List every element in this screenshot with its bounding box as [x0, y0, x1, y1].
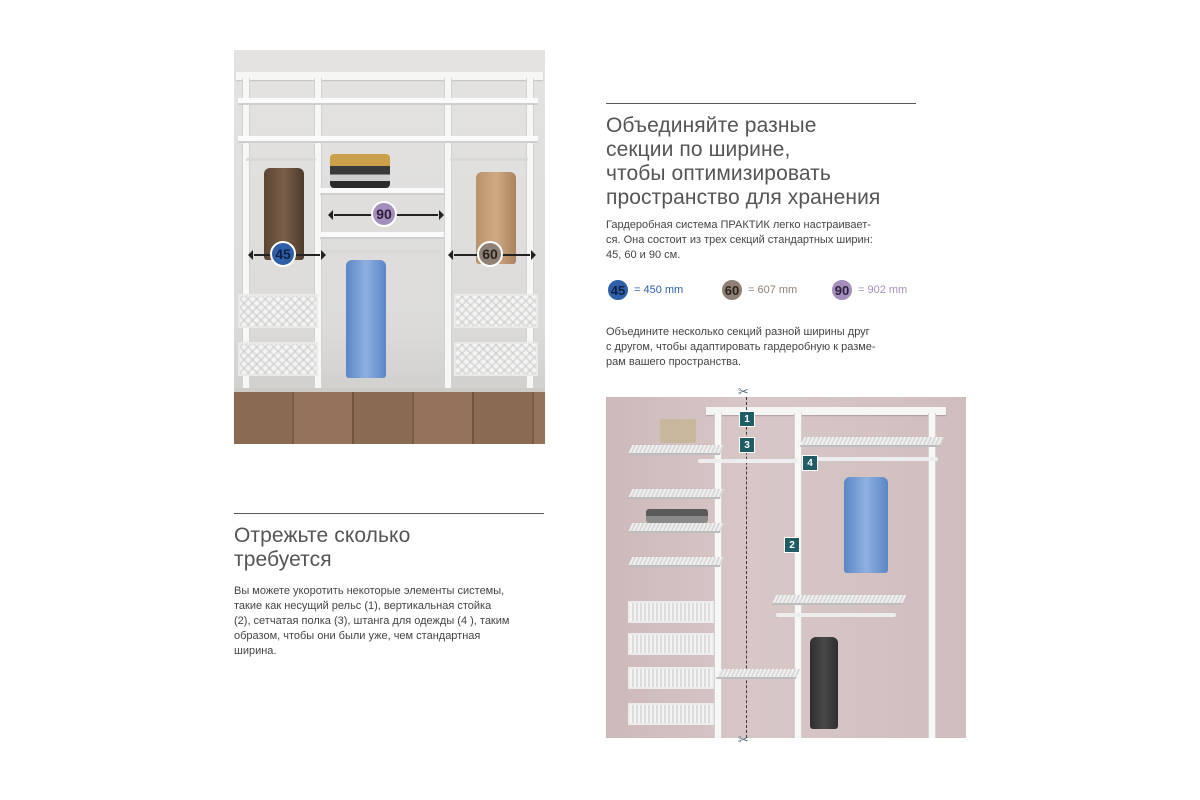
- title-line: Объединяйте разные: [606, 114, 817, 137]
- wire-basket: [628, 601, 714, 623]
- section1-body: [606, 325, 876, 370]
- section1-title: [606, 114, 880, 210]
- scissors-icon: ✂: [738, 732, 749, 747]
- section2-body: [234, 584, 509, 659]
- upper-shelf: [238, 136, 538, 143]
- vertical-post: [444, 78, 452, 392]
- legend-text-60: = 607 mm: [748, 284, 798, 296]
- section1-intro: [606, 218, 873, 263]
- clothes-rod: [698, 459, 798, 463]
- hanging-bar: [246, 158, 316, 161]
- hanging-bar: [450, 158, 528, 161]
- wardrobe-photo-sections: [234, 50, 545, 444]
- title-line: пространство для хранения: [606, 186, 881, 209]
- legend-text-90: = 902 mm: [858, 284, 908, 296]
- body-line: Объедините несколько секций разной ширины друг: [606, 326, 870, 338]
- title-line: секции по ширине,: [606, 138, 791, 161]
- wire-basket: [454, 342, 538, 376]
- legend-badge-45: 45: [606, 278, 630, 302]
- vertical-post: [928, 413, 936, 738]
- title-line: чтобы оптимизировать: [606, 162, 831, 185]
- section2-title: [234, 524, 410, 572]
- body-line: образом, чтобы они были уже, чем стандартная: [234, 630, 481, 642]
- body-line: (2), сетчатая полка (3), штанга для одежды (4 ), таким: [234, 615, 510, 627]
- section2-divider: [234, 513, 544, 514]
- marker-3: 3: [739, 437, 755, 453]
- wardrobe-photo-components: [606, 397, 966, 738]
- clothes-rod: [802, 457, 938, 461]
- legend-60: [720, 278, 797, 302]
- wire-shelf: [800, 437, 945, 447]
- hanging-bar: [322, 250, 442, 253]
- body-line: с другом, чтобы адаптировать гардеробную к разме-: [606, 341, 876, 353]
- legend-45: [606, 278, 683, 302]
- wire-basket: [628, 667, 714, 689]
- wire-shelf: [628, 489, 725, 499]
- wire-basket: [238, 294, 318, 328]
- middle-shelf: [320, 232, 444, 239]
- body-line: Вы можете укоротить некоторые элементы системы,: [234, 585, 505, 597]
- wire-shelf: [772, 595, 907, 605]
- body-line: ширина.: [234, 645, 277, 657]
- marker-2: 2: [784, 537, 800, 553]
- wire-shelf: [628, 557, 725, 567]
- top-rail: [236, 72, 543, 80]
- wooden-floor: [234, 392, 545, 444]
- marker-4: 4: [802, 455, 818, 471]
- wire-basket: [628, 703, 714, 725]
- clothes-rod: [776, 613, 896, 617]
- wire-shelf: [628, 445, 725, 455]
- intro-line: ся. Она состоит из трех секций стандартных ширин:: [606, 234, 873, 246]
- legend-badge-90: 90: [830, 278, 854, 302]
- wire-shelf: [628, 523, 725, 533]
- blue-shirt: [844, 477, 888, 573]
- badge-45: 45: [270, 241, 296, 267]
- title-line: требуется: [234, 548, 332, 571]
- legend-90: [830, 278, 907, 302]
- legend-badge-60: 60: [720, 278, 744, 302]
- badge-90: 90: [371, 201, 397, 227]
- section1-divider: [606, 103, 916, 104]
- blue-shirt: [346, 260, 386, 378]
- folded-clothes: [646, 509, 708, 523]
- intro-line: 45, 60 и 90 см.: [606, 249, 681, 261]
- folded-clothes: [330, 154, 390, 188]
- middle-shelf: [320, 188, 444, 195]
- black-dress: [810, 637, 838, 729]
- top-shelf: [238, 98, 538, 105]
- wire-basket: [628, 633, 714, 655]
- wire-basket: [238, 342, 318, 376]
- body-line: такие как несущий рельс (1), вертикальная стойка: [234, 600, 492, 612]
- title-line: Отрежьте сколько: [234, 524, 411, 547]
- legend-text-45: = 450 mm: [634, 284, 684, 296]
- intro-line: Гардеробная система ПРАКТИК легко настраивает-: [606, 219, 871, 231]
- storage-box: [660, 419, 696, 443]
- marker-1: 1: [739, 411, 755, 427]
- body-line: рам вашего пространства.: [606, 356, 742, 368]
- badge-60: 60: [477, 241, 503, 267]
- wire-basket: [454, 294, 538, 328]
- wire-shelf: [716, 669, 801, 679]
- scissors-icon: ✂: [738, 384, 749, 399]
